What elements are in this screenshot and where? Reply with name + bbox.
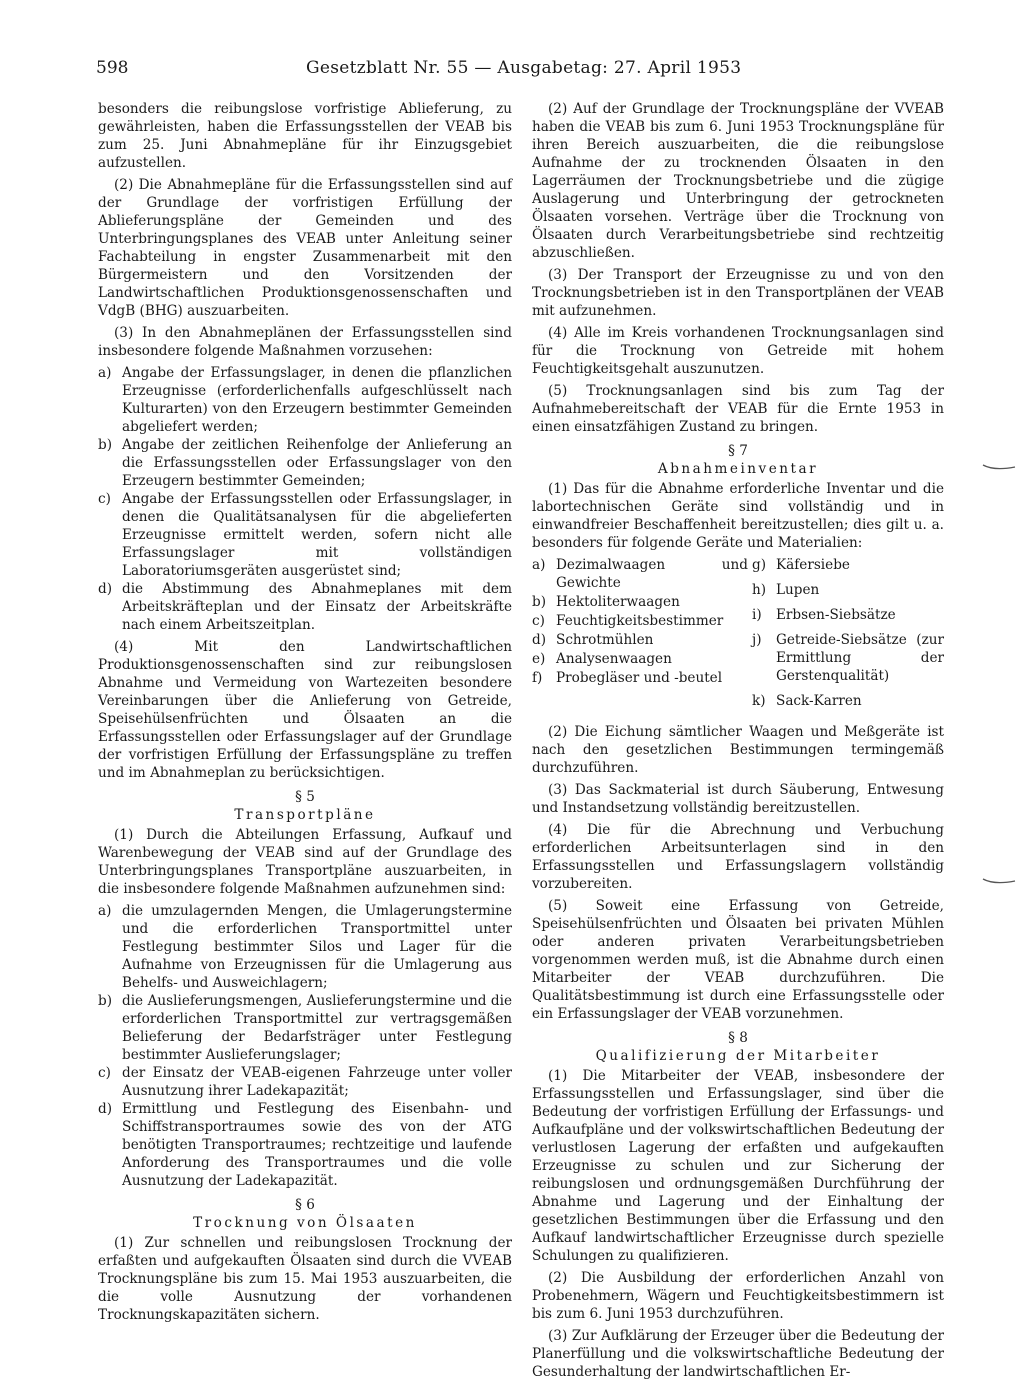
- list-item: [98, 364, 512, 436]
- paragraph: (1) Das für die Abnahme erforderliche Inventar und die labortechnischen Geräte sind vollständig und in einwandfreier Beschaffenheit bereitzustellen; dies gilt u. a. besonders für folgende Geräte und Materialien:: [532, 481, 944, 551]
- paragraph: besonders die reibungslose vorfristige Ablieferung, zu gewährleisten, haben die Erfassungsstellen der VEAB bis zum 25. Juni Abnahmepläne für ihr Einzugsgebiet aufzustellen.: [98, 101, 512, 171]
- margin-mark: [982, 462, 1016, 472]
- list-text: der Einsatz der VEAB-eigenen Fahrzeuge unter voller Ausnutzung ihrer Ladekapazität;: [122, 1065, 512, 1099]
- list-label: j): [752, 632, 762, 648]
- list-label: a): [98, 365, 112, 381]
- list-text: Ermittlung und Festlegung des Eisenbahn- und Schiffstransportraumes sowie des von der ATG benötigten Transportraumes; rechtzeitige und laufende Anforderung des Transportraumes und die volle Ausnutzung der Ladekapazität.: [122, 1101, 512, 1189]
- paragraph: (5) Soweit eine Erfassung von Getreide, Speisehülsenfrüchten und Ölsaaten bei privaten Mühlen oder anderen privaten Verarbeitungsbetrieben vorgenommen werden muß, ist die Abnahme durch einen Mitarbeiter der VEAB durchzuführen. Die Qualitätsbestimmung ist durch eine Erfassungsstelle oder ein Erfassungslager der VEAB vorzunehmen.: [532, 898, 944, 1022]
- list-label: e): [532, 651, 546, 667]
- paragraph: (1) Zur schnellen und reibungslosen Trocknung der erfaßten und aufgekauften Ölsaaten sind durch die VVEAB Trocknungspläne bis zum 15. Mai 1953 auszuarbeiten, die die volle Ausnutzung der vorhandenen Trocknungskapazitäten sichern.: [98, 1235, 512, 1323]
- list-item: [98, 1100, 512, 1190]
- equipment-list-column-1: [532, 556, 748, 717]
- list-label: b): [532, 594, 547, 610]
- section-title: Transportpläne: [234, 807, 376, 823]
- equipment-item: [532, 612, 748, 630]
- list-label: d): [532, 632, 547, 648]
- equipment-list-column-2: [748, 556, 944, 717]
- equipment-item: [752, 692, 944, 710]
- list-text: die Auslieferungsmengen, Auslieferungstermine und die erforderlichen Transportmittel zur vertragsgemäßen Belieferung der Bedarfsträger unter Festlegung bestimmter Auslieferungslager;: [122, 993, 512, 1063]
- paragraph: (3) Zur Aufklärung der Erzeuger über die Bedeutung der Planerfüllung und die volkswirtschaftliche Bedeutung der Gesunderhaltung der landwirtschaftlichen Er-: [532, 1328, 944, 1380]
- paragraph: (4) Mit den Landwirtschaftlichen Produktionsgenossenschaften sind zur reibungslosen Abnahme und Vermeidung von Wartezeiten besondere Vereinbarungen über die Anlieferung von Getreide, Speisehülsenfrüchten und Ölsaaten an die Erfassungsstellen oder Erfassungslager auf der Grundlage der vorfristigen Erfüllung der Erfassungspläne zu treffen und im Abnahmeplan zu berücksichtigen.: [98, 639, 512, 781]
- list-label: c): [532, 613, 545, 629]
- list-text: Hektoliterwaagen: [556, 594, 680, 610]
- equipment-item: [752, 631, 944, 685]
- equipment-item: [752, 581, 944, 599]
- page-title: Gesetzblatt Nr. 55 — Ausgabetag: 27. April 1953: [306, 58, 742, 78]
- equipment-item: [532, 631, 748, 649]
- list-text: Angabe der zeitlichen Reihenfolge der Anlieferung an die Erfassungsstellen oder Erfassungslager von den Erzeugern bestimmter Gemeinden;: [122, 437, 512, 489]
- list-text: Dezimalwaagen und Gewichte: [556, 557, 748, 591]
- list-text: Käfersiebe: [776, 557, 850, 573]
- paragraph: (2) Die Ausbildung der erforderlichen Anzahl von Probenehmern, Wägern und Feuchtigkeitsbestimmern ist bis zum 6. Juni 1953 durchzuführen.: [532, 1270, 944, 1322]
- list-label: a): [532, 557, 546, 573]
- list-text: Feuchtigkeitsbestimmer: [556, 613, 724, 629]
- list-text: Erbsen-Siebsätze: [776, 607, 896, 623]
- list-label: c): [98, 1065, 111, 1081]
- list-item: [98, 490, 512, 580]
- list-label: b): [98, 993, 113, 1009]
- equipment-item: [532, 669, 748, 687]
- page-number: 598: [96, 58, 129, 78]
- equipment-item: [532, 593, 748, 611]
- list-label: a): [98, 903, 112, 919]
- section-title: Abnahmeinventar: [657, 461, 819, 477]
- list-label: d): [98, 1101, 113, 1117]
- paragraph: (1) Durch die Abteilungen Erfassung, Aufkauf und Warenbewegung der VEAB sind auf der Grundlage des Unterbringungsplanes Transportpläne auszuarbeiten, in die insbesondere folgende Maßnahmen aufzunehmen sind:: [98, 827, 512, 897]
- left-column: [98, 100, 512, 1328]
- paragraph: (2) Die Abnahmepläne für die Erfassungsstellen sind auf der Grundlage der vorfristigen Erfüllung der Ablieferungspläne der Gemeinden und des Unterbringungsplanes des VEAB unter Anleitung seiner Fachabteilung in engster Zusammenarbeit mit den Bürgermeistern und den Vorsitzenden der Landwirtschaftlichen Produktionsgenossenschaften und VdgB (BHG) auszuarbeiten.: [98, 177, 512, 319]
- list-item: [98, 902, 512, 992]
- measure-list: [98, 364, 512, 634]
- equipment-item: [752, 556, 944, 574]
- paragraph: (2) Auf der Grundlage der Trocknungspläne der VVEAB haben die VEAB bis zum 6. Juni 1953 Trocknungspläne für ihren Bereich auszuarbeiten, die die reibungslose Aufnahme der zu trocknenden Ölsaaten in den Lagerräumen der Trocknungsbetriebe und die zügige Auslagerung und Unterbringung der getrockneten Ölsaaten vorsehen. Verträge über die Trocknung von Ölsaaten durch Verarbeitungsbetriebe sind rechtzeitig abzuschließen.: [532, 101, 944, 261]
- equipment-item: [532, 556, 748, 592]
- paragraph: (2) Die Eichung sämtlicher Waagen und Meßgeräte ist nach den gesetzlichen Bestimmungen termingemäß durchzuführen.: [532, 724, 944, 776]
- list-label: k): [752, 693, 766, 709]
- list-text: Getreide-Siebsätze (zur Ermittlung der Gerstenqualität): [776, 632, 944, 684]
- list-item: [98, 992, 512, 1064]
- list-label: c): [98, 491, 111, 507]
- list-text: Angabe der Erfassungslager, in denen die pflanzlichen Erzeugnisse (erforderlichenfalls aufgeschlüsselt nach Kulturarten) von den Erzeugern bestimmter Gemeinden abgeliefert werden;: [122, 365, 512, 435]
- list-label: g): [752, 557, 767, 573]
- paragraph: (3) Das Sackmaterial ist durch Säuberung, Entwesung und Instandsetzung vollständig bereitzustellen.: [532, 782, 944, 816]
- list-item: [98, 436, 512, 490]
- equipment-list: [532, 556, 944, 717]
- list-text: die Abstimmung des Abnahmeplanes mit dem Arbeitskräfteplan und der Einsatz der Arbeitskräfte nach einem Arbeitszeitplan.: [122, 581, 512, 633]
- paragraph: (3) In den Abnahmeplänen der Erfassungsstellen sind insbesondere folgende Maßnahmen vorzusehen:: [98, 325, 512, 359]
- list-text: Schrotmühlen: [556, 632, 654, 648]
- list-text: Angabe der Erfassungsstellen oder Erfassungslager, in denen die Qualitätsanalysen für die abgelieferten Erzeugnisse ermittelt werden, sofern nicht alle Erfassungslager mit vollständigen Laboratoriumsgeräten ausgerüstet sind;: [122, 491, 512, 579]
- section-number: § 5: [295, 789, 315, 805]
- measure-list: [98, 902, 512, 1190]
- list-item: [98, 1064, 512, 1100]
- page-header: [96, 58, 946, 84]
- list-label: f): [532, 670, 543, 686]
- paragraph: (5) Trocknungsanlagen sind bis zum Tag der Aufnahmebereitschaft der VEAB für die Ernte 1953 in einen einsatzfähigen Zustand zu bringen.: [532, 383, 944, 435]
- paragraph: (4) Alle im Kreis vorhandenen Trocknungsanlagen sind für die Trocknung von Getreide mit hohem Feuchtigkeitsgehalt auszunutzen.: [532, 325, 944, 377]
- paragraph: (4) Die für die Abrechnung und Verbuchung erforderlichen Arbeitsunterlagen sind in den Erfassungsstellen und Erfassungslagern vollständig vorzubereiten.: [532, 822, 944, 892]
- list-text: Analysenwaagen: [556, 651, 672, 667]
- list-label: b): [98, 437, 113, 453]
- list-text: Probegläser und -beutel: [556, 670, 723, 686]
- list-label: h): [752, 582, 767, 598]
- list-text: Lupen: [776, 582, 820, 598]
- section-title: Trocknung von Ölsaaten: [193, 1215, 417, 1231]
- section-number: § 8: [728, 1030, 748, 1046]
- list-text: Sack-Karren: [776, 693, 862, 709]
- section-number: § 6: [295, 1197, 315, 1213]
- equipment-item: [532, 650, 748, 668]
- list-text: die umzulagernden Mengen, die Umlagerungstermine und die erforderlichen Transportmittel unter Festlegung bestimmter Silos und Lager für die Aufnahme von Erzeugnissen für die Umlagerung aus Behelfs- und Ausweichlagern;: [122, 903, 512, 991]
- paragraph: (1) Die Mitarbeiter der VEAB, insbesondere der Erfassungsstellen und Erfassungslager, sind über die Bedeutung der vorfristigen Erfüllung der Erfassungs- und Aufkaufpläne und der volkswirtschaftlichen Bedeutung der verlustlosen Lagerung der erfaßten und aufgekauften Erzeugnisse zu schulen und zur Sicherung der reibungslosen und ordnungsgemäßen Durchführung der Abnahme und Lagerung und der Einhaltung der gesetzlichen Bestimmungen über die Erfassung und den Aufkauf landwirtschaftlicher Erzeugnisse durch spezielle Schulungen zu qualifizieren.: [532, 1068, 944, 1264]
- list-item: [98, 580, 512, 634]
- right-column: [532, 100, 944, 1385]
- section-title: Qualifizierung der Mitarbeiter: [595, 1048, 881, 1064]
- list-label: d): [98, 581, 113, 597]
- equipment-item: [752, 606, 944, 624]
- section-number: § 7: [728, 443, 748, 459]
- paragraph: (3) Der Transport der Erzeugnisse zu und von den Trocknungsbetrieben ist in den Transportplänen der VEAB mit aufzunehmen.: [532, 267, 944, 319]
- list-label: i): [752, 607, 762, 623]
- margin-mark: [982, 876, 1016, 886]
